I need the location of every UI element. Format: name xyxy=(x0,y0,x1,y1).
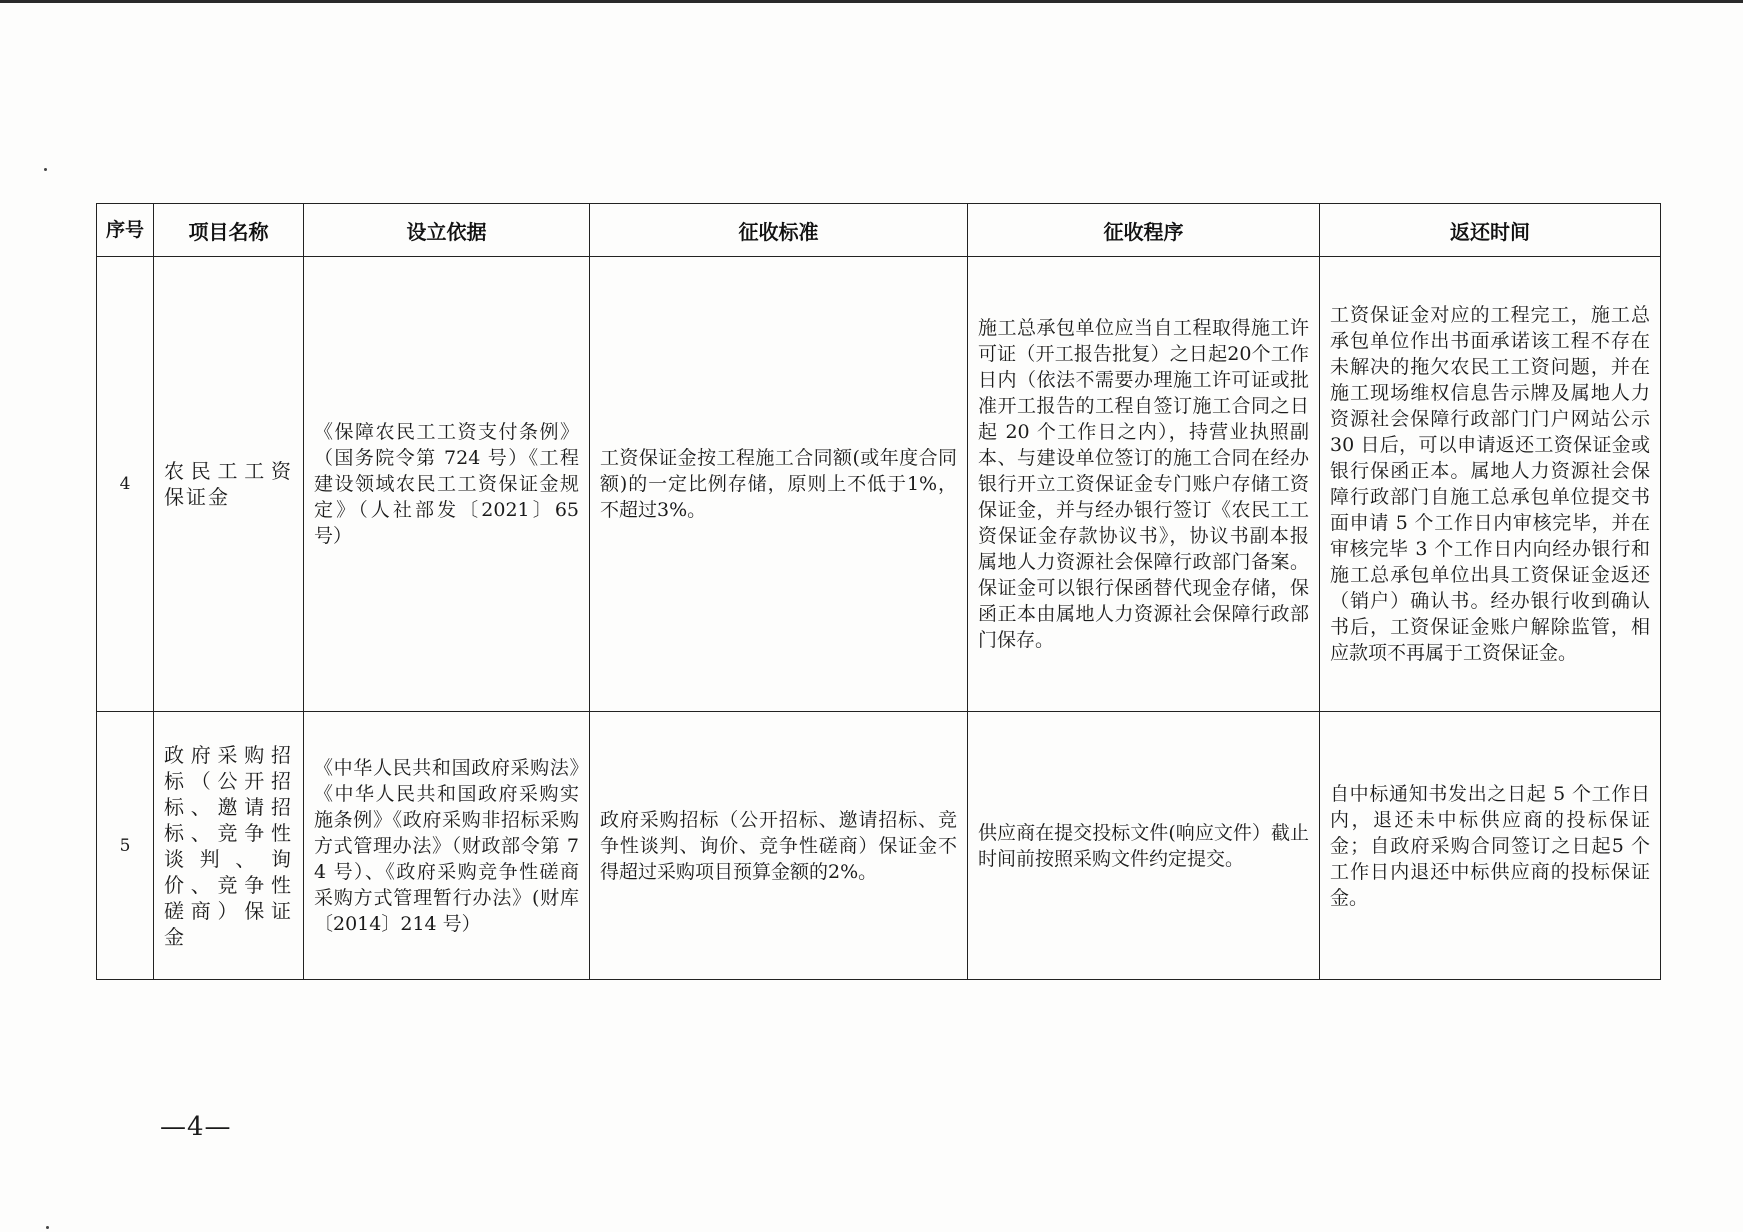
row-refund-text: 工资保证金对应的工程完工，施工总承包单位作出书面承诺该工程不存在未解决的拖欠农民工工资问题，并在施工现场维权信息告示牌及属地人力资源社会保障行政部门门户网站公示 30 日后，可以申请返还工资保证金或银行保函正本。属地人力资源社会保障行政部门自施工总承包单位提交书面申请 5 个工作日内审核完毕，并在审核完毕 3 个工作日内向经办银行和施工总承包单位出具工资保证金返还（销户）确认书。经办银行收到确认书后，工资保证金账户解除监管，相应款项不再属于工资保证金。 xyxy=(1330,304,1650,664)
row-seq xyxy=(97,257,154,712)
row-refund xyxy=(1320,257,1661,712)
header-seq: 序号 xyxy=(97,204,154,257)
table-row xyxy=(97,257,1661,712)
row-procedure-text: 供应商在提交投标文件(响应文件）截止时间前按照采购文件约定提交。 xyxy=(978,821,1309,870)
row-procedure xyxy=(968,712,1320,980)
row-refund xyxy=(1320,712,1661,980)
header-refund: 返还时间 xyxy=(1320,204,1661,257)
row-standard-text: 工资保证金按工程施工合同额(或年度合同额)的一定比例存储，原则上不低于1%，不超过3%。 xyxy=(600,447,957,521)
row-seq xyxy=(97,712,154,980)
row-name-text: 农民工工资保证金 xyxy=(164,459,293,509)
page-number: —4— xyxy=(160,1112,232,1142)
scan-speck xyxy=(46,1226,49,1229)
row-name xyxy=(154,712,304,980)
row-standard xyxy=(590,712,968,980)
row-name xyxy=(154,257,304,712)
header-procedure: 征收程序 xyxy=(968,204,1320,257)
table-header-row xyxy=(97,204,1661,257)
row-standard xyxy=(590,257,968,712)
header-basis: 设立依据 xyxy=(304,204,590,257)
row-basis-text: 《保障农民工工资支付条例》（国务院令第 724 号）《工程建设领域农民工工资保证金规定》（人社部发〔2021〕65 号） xyxy=(314,421,579,547)
row-seq-text: 5 xyxy=(119,835,131,856)
table-row xyxy=(97,712,1661,980)
row-refund-text: 自中标通知书发出之日起 5 个工作日内，退还未中标供应商的投标保证金；自政府采购合同签订之日起5 个工作日内退还中标供应商的投标保证金。 xyxy=(1330,782,1650,909)
fee-table xyxy=(96,203,1661,980)
row-standard-text: 政府采购招标（公开招标、邀请招标、竞争性谈判、询价、竞争性磋商）保证金不得超过采购项目预算金额的2%。 xyxy=(600,808,957,883)
header-name: 项目名称 xyxy=(154,204,304,257)
row-basis xyxy=(304,712,590,980)
header-standard: 征收标准 xyxy=(590,204,968,257)
row-basis-text: 《中华人民共和国政府采购法》《中华人民共和国政府采购实施条例》《政府采购非招标采购方式管理办法》（财政部令第 74 号）、《政府采购竞争性磋商采购方式管理暂行办法》(财库〔2014〕214 号） xyxy=(314,756,579,935)
row-procedure-text: 施工总承包单位应当自工程取得施工许可证（开工报告批复）之日起20个工作日内（依法不需要办理施工许可证或批准开工报告的工程自签订施工合同之日起 20 个工作日之内），持营业执照副本、与建设单位签订的施工合同在经办银行开立工资保证金专门账户存储工资保证金，并与经办银行签订《农民工工资保证金存款协议书》，协议书副本报属地人力资源社会保障行政部门备案。保证金可以银行保函替代现金存储，保函正本由属地人力资源社会保障行政部门保存。 xyxy=(978,317,1309,651)
row-procedure xyxy=(968,257,1320,712)
row-name-text: 政府采购招标（公开招标、邀请招标、竞争性谈判、询价、竞争性磋商）保证金 xyxy=(164,742,293,949)
row-seq-text: 4 xyxy=(119,474,131,494)
row-basis xyxy=(304,257,590,712)
scan-top-edge xyxy=(0,0,1743,3)
scan-speck xyxy=(44,168,47,171)
